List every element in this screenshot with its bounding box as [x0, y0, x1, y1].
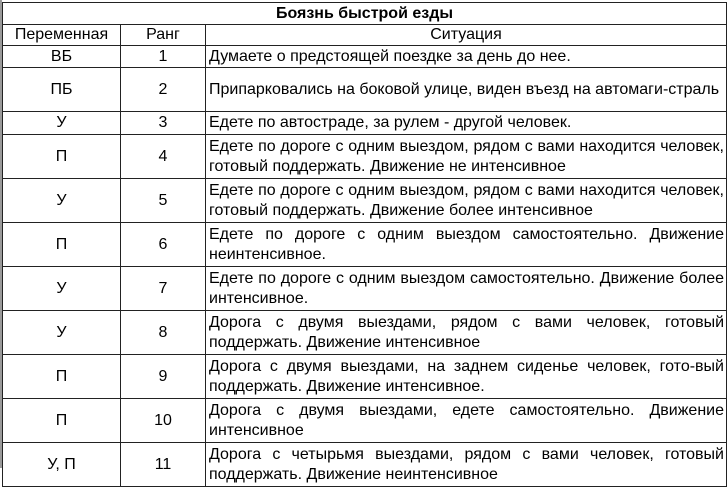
header-variable: Переменная [3, 25, 121, 46]
cell-rank: 2 [121, 68, 206, 112]
table-row [3, 311, 727, 355]
cell-variable: У, П [3, 443, 121, 487]
cell-situation: Едете по дороге с одним выездом, рядом с вами находится человек, готовый поддержать. Движение не интенсивное [206, 135, 727, 179]
header-row [3, 25, 727, 46]
cell-rank: 11 [121, 443, 206, 487]
cell-situation: Едете по дороге с одним выездом самостоятельно. Движение неинтенсивное. [206, 223, 727, 267]
fear-of-fast-driving-table [2, 2, 727, 487]
table-row [3, 399, 727, 443]
table-row [3, 68, 727, 112]
cell-variable: У [3, 179, 121, 223]
cell-variable: П [3, 355, 121, 399]
cell-rank: 1 [121, 46, 206, 68]
cell-variable: П [3, 223, 121, 267]
title-row [3, 3, 727, 25]
table-row [3, 223, 727, 267]
cell-variable: ПБ [3, 68, 121, 112]
header-situation: Ситуация [206, 25, 727, 46]
cell-rank: 7 [121, 267, 206, 311]
cell-rank: 6 [121, 223, 206, 267]
cell-rank: 9 [121, 355, 206, 399]
table-row [3, 443, 727, 487]
cell-situation: Дорога с четырьмя выездами, рядом с вами человек, готовый поддержать. Движение неинтенсивное [206, 443, 727, 487]
table-row [3, 135, 727, 179]
cell-situation: Думаете о предстоящей поездке за день до нее. [206, 46, 727, 68]
cell-rank: 5 [121, 179, 206, 223]
cell-situation: Дорога с двумя выездами, на заднем сиденье человек, гото-вый поддержать. Движение интенсивное. [206, 355, 727, 399]
cell-situation: Едете по дороге с одним выездом, рядом с вами находится человек, готовый поддержать. Движение более интенсивное [206, 179, 727, 223]
cell-variable: У [3, 267, 121, 311]
header-rank: Ранг [121, 25, 206, 46]
cell-variable: П [3, 135, 121, 179]
cell-situation: Припарковались на боковой улице, виден въезд на автомаги-страль [206, 68, 727, 112]
cell-variable: ВБ [3, 46, 121, 68]
cell-situation: Дорога с двумя выездами, рядом с вами человек, готовый поддержать. Движение интенсивное [206, 311, 727, 355]
table-title: Боязнь быстрой езды [3, 3, 727, 25]
cell-rank: 8 [121, 311, 206, 355]
table-row [3, 179, 727, 223]
cell-variable: У [3, 112, 121, 135]
table-row [3, 112, 727, 135]
cell-rank: 4 [121, 135, 206, 179]
table-row [3, 355, 727, 399]
cell-situation: Дорога с двумя выездами, едете самостоятельно. Движение интенсивное [206, 399, 727, 443]
cell-rank: 10 [121, 399, 206, 443]
cell-variable: У [3, 311, 121, 355]
cell-situation: Едете по автостраде, за рулем - другой человек. [206, 112, 727, 135]
cell-situation: Едете по дороге с одним выездом самостоятельно. Движение более интенсивное. [206, 267, 727, 311]
cell-variable: П [3, 399, 121, 443]
table-row [3, 46, 727, 68]
cell-rank: 3 [121, 112, 206, 135]
table-row [3, 267, 727, 311]
